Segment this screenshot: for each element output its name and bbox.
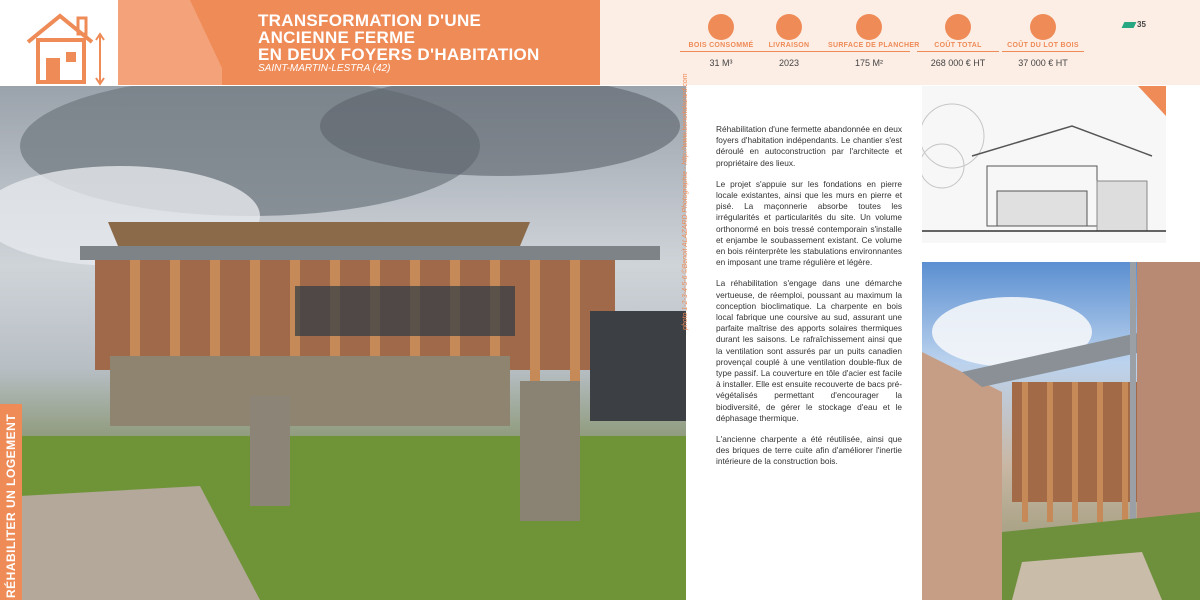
paragraph: L'ancienne charpente a été réutilisée, ainsi que des briques de terre cuite afin d'améliorer l'inertie intérieure de la construction bois. — [716, 434, 902, 467]
money-bag-icon — [945, 14, 971, 40]
page-title-line-1: TRANSFORMATION D'UNE — [258, 11, 482, 30]
page-title-line-3: EN DEUX FOYERS D'HABITATION — [258, 45, 540, 64]
courtyard-photo-illustration — [922, 262, 1200, 600]
house-expand-icon — [0, 0, 118, 100]
section-label: RÉHABILITER UN LOGEMENT — [4, 413, 18, 598]
stat-wood: BOIS CONSOMMÉ 31 M³ — [680, 14, 762, 68]
keys-icon — [776, 14, 802, 40]
secondary-photo — [922, 262, 1200, 600]
stat-surface: SURFACE DE PLANCHER 175 M² — [828, 14, 910, 68]
page-number: 35 — [1137, 20, 1146, 29]
stat-total-cost: COÛT TOTAL 268 000 € HT — [917, 14, 999, 68]
stat-delivery: LIVRAISON 2023 — [748, 14, 830, 68]
page-title-line-2: ANCIENNE FERME — [258, 28, 416, 47]
location-subtitle: SAINT-MARTIN-LESTRA (42) — [258, 63, 391, 74]
section-drawing — [922, 86, 1166, 243]
stat-wood-cost: COÛT DU LOT BOIS 37 000 € HT — [1002, 14, 1084, 68]
body-text — [716, 124, 902, 478]
surface-icon — [856, 14, 882, 40]
paragraph: Réhabilitation d'une fermette abandonnée en deux foyers d'habitation indépendants. Le chantier s'est déroulé en autoconstruction par l'architecte et propriétaire des lieux. — [716, 124, 902, 168]
architectural-section-illustration — [922, 86, 1166, 243]
paragraph: Le projet s'appuie sur les fondations en pierre locale existantes, ainsi que les murs en pierre et pisé. La maçonnerie absorbe toutes les irrégularités et particularités du site. Un volume orthonormé en bois tressé contemporain s'installe et enjambe le soubassement existant. Ce volume en bois réinterprète les stabulations environnantes en imposant une trame régulière et légère. — [716, 178, 902, 268]
photo-credit: photo 1-2-3-4-5-6 ©Benoit ALAZARD Photographie - http://www.benoitalazard.com — [682, 73, 689, 330]
logo-box — [0, 0, 118, 100]
paragraph: La réhabilitation s'engage dans une démarche vertueuse, de réemploi, poussant au maximum la conception bioclimatique. La charpente en bois local fabrique une coursive au sud, assurant une parfaite maîtrise des apports solaires thermiques durant les saisons. Le rafraîchissement ainsi que la ventilation sont assurés par un puits canadien provençal couplé à une ventilation double-flux de type passif. La couverture en tôle d'acier est facile à installer. Elle est ensuite recouverte de bacs pré-végétalisés permettant d'encourager la biodiversité, de gérer le stockage d'eau et le déphasage thermique. — [716, 278, 902, 423]
tree-icon — [708, 14, 734, 40]
wood-cost-icon — [1030, 14, 1056, 40]
corner-accent — [1138, 86, 1166, 116]
main-photo — [0, 86, 686, 600]
house-photo-illustration — [0, 86, 686, 600]
